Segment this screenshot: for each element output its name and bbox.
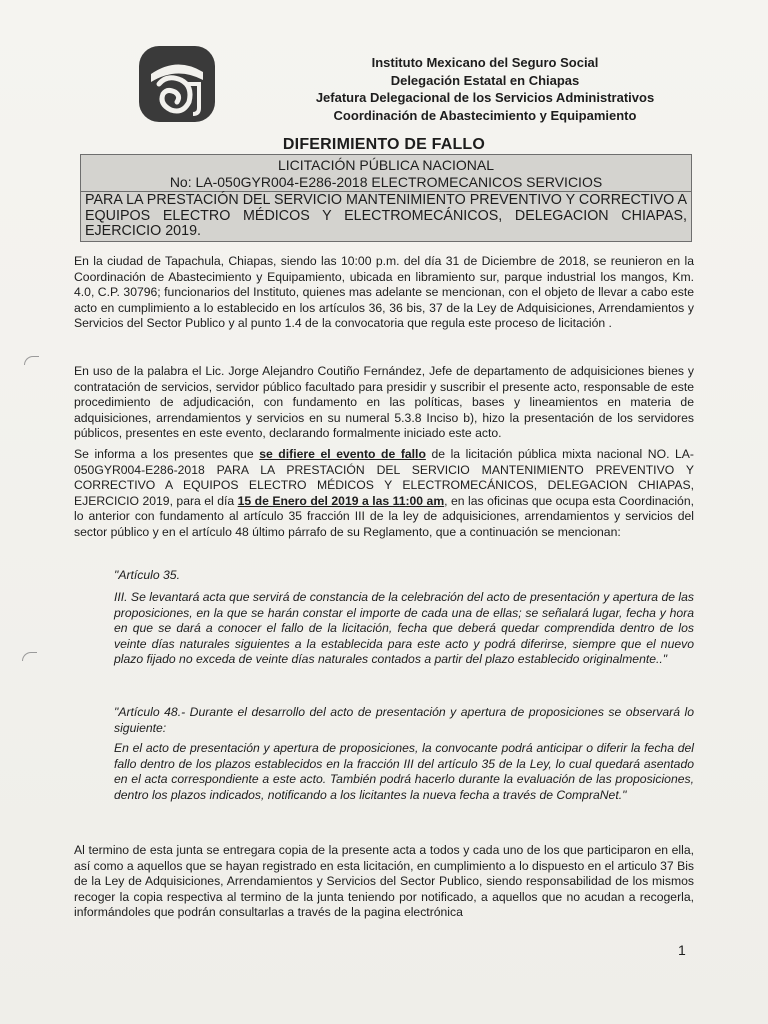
tender-number: No: LA-050GYR004-E286-2018 ELECTROMECANICOS SERVICIOS [169,174,603,190]
header-line-2: Delegación Estatal en Chiapas [390,72,580,88]
quote-article-48-heading: "Artículo 48.- Durante el desarrollo del acto de presentación y apertura de proposiciones se observará lo siguiente: [114,705,694,735]
tender-type: LICITACIÓN PÚBLICA NACIONAL [277,157,494,173]
imss-logo [137,44,217,124]
paragraph-closing: Al termino de esta junta se entregara copia de la presente acta a todos y cada uno de los que participaron en ella, así como a aquellos que se hayan registrado en esta licitación, en cumplimiento a lo dispuesto en el articulo 37 Bis de la Ley de Adquisiciones, Arrendamientos y Servicios del Sector Publico, siendo responsabilidad de los mismos recoger la copia respectiva al termino de la junta teniendo por notificado, a aquellos que no acudan a recogerla, informándoles que podrán consultarlas a través de la pagina electrónica [74,843,694,920]
quote-article-35-heading: "Artículo 35. [114,568,180,582]
quote-article-48-body: En el acto de presentación y apertura de proposiciones, la convocante podrá anticipar o diferir la fecha del fallo dentro de los plazos establecidos en la fracción III del artículo 35 de la Ley, lo cual quedará asentado en el acta correspondiente a este acto. También podrá hacerlo durante la evaluación de las proposiciones, dentro los plazos indicados, notificando a los licitantes la nueva fecha a través de CompraNet." [114,741,694,802]
quote-article-35-body: III. Se levantará acta que servirá de constancia de la celebración del acto de presentación y apertura de las proposiciones, en la que se harán constar el importe de cada una de ellas; se señalará lugar, fecha y hora en que se dará a conocer el fallo de la licitación, fecha que deberá quedar comprendida dentro de los veinte días naturales siguientes a la establecida para este acto y podrá diferirse, siempre que el nuevo plazo fijado no exceda de veinte días naturales contados a partir del plazo establecido originalmente.." [114,590,694,667]
deferral-highlight: se difiere el evento de fallo [259,447,426,461]
header-line-3: Jefatura Delegacional de los Servicios Administrativos [315,90,655,105]
document-title: DIFERIMIENTO DE FALLO [282,136,486,153]
deferral-text-c: de la licitación pública mixta nacional NO. LA-050GYR004-E286-2018 PARA LA PRESTACIÓN DEL SERVICIO MANTENIMIENTO PREVENTIVO Y CORRECTIVO A EQUIPOS ELECTRO MÉDICOS Y ELECTROMECÁNICOS, DELEGACION CHIAPAS, EJERCICIO 2019, para el día [74,447,694,508]
deferral-text-e: , en las oficinas que ocupa esta Coordinación, lo anterior con fundamento al artículo 35 fracción III de la ley de adquisiciones, arrendamientos y servicios del sector público y en el artículo 48 último párrafo de su Reglamento, que a continuación se mencionan: [74,493,695,539]
punch-mark [24,356,39,365]
tender-description: PARA LA PRESTACIÓN DEL SERVICIO MANTENIMIENTO PREVENTIVO Y CORRECTIVO A EQUIPOS ELECTRO MÉDICOS Y ELECTROMECÁNICOS, DELEGACION CHIAPAS, EJERCICIO 2019. [80,192,692,242]
paragraph-deferral [74,447,694,541]
paragraph-speaker: En uso de la palabra el Lic. Jorge Alejandro Coutiño Fernández, Jefe de departamento de adquisiciones bienes y contratación de servicios, servidor público facultado para presidir y suscribir el presente acto, responsable de este procedimiento de adjudicación, con fundamento en las políticas, bases y lineamientos en materia de adquisiciones, arrendamientos y servicios en su numeral 5.3.8 Inciso b), hizo la presentación de los servidores públicos, presentes en este evento, declarando formalmente iniciado este acto. [74,364,694,441]
header-line-4: Coordinación de Abastecimiento y Equipamiento [333,107,637,123]
paragraph-opening: En la ciudad de Tapachula, Chiapas, siendo las 10:00 p.m. del día 31 de Diciembre de 2018, se reunieron en la Coordinación de Abastecimiento y Equipamiento, ubicada en libramiento sur, parque industrial los mangos, Km. 4.0, C.P. 30796; funcionarios del Instituto, quienes mas adelante se mencionan, con el objeto de llevar a cabo este acto en cumplimiento a lo establecido en los artículos 36, 36 bis, 37 de la Ley de Adquisiciones, Arrendamientos y Servicios del Sector Publico y al punto 1.4 de la convocatoria que regula este proceso de licitación . [74,254,694,331]
header-line-1: Instituto Mexicano del Seguro Social [371,55,599,70]
institution-header [300,54,670,124]
page-number: 1 [678,942,686,958]
tender-box [80,154,692,192]
punch-mark [22,652,37,661]
deferral-date: 15 de Enero del 2019 a las 11:00 am [237,493,445,508]
deferral-text-a: Se informa a los presentes que [74,447,260,461]
